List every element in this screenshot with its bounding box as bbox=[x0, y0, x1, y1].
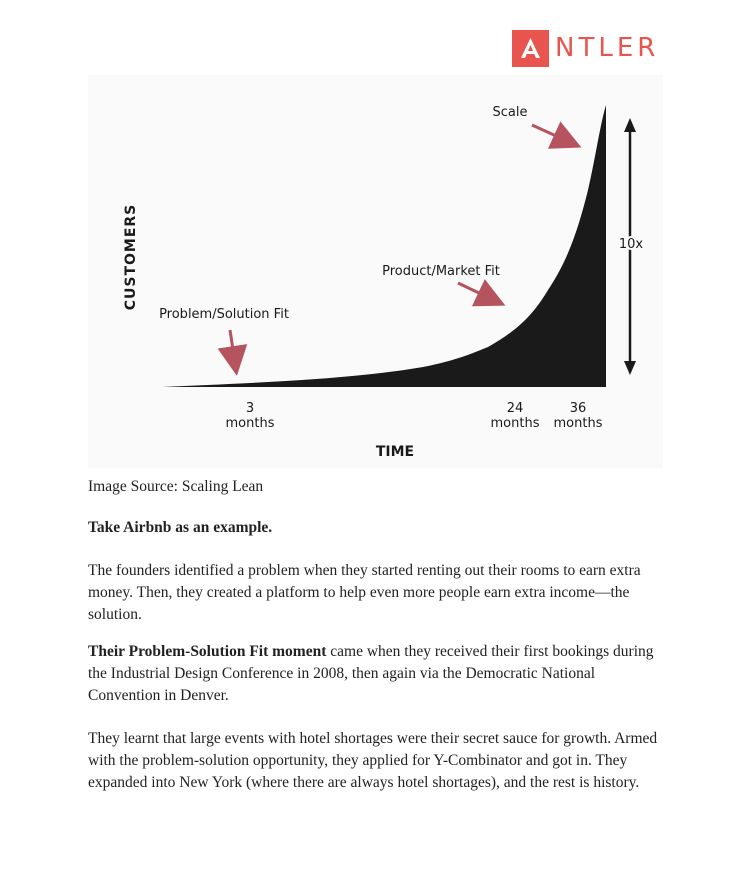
paragraph-1: The founders identified a problem when they started renting out their rooms to earn extra money. Then, they created a platform to help even more people earn extra income—the solution. bbox=[88, 562, 641, 623]
logo-mark bbox=[512, 30, 549, 67]
ten-x-arrow-top bbox=[624, 118, 636, 132]
tick-24-unit: months bbox=[490, 416, 540, 431]
ten-x-arrow-bottom bbox=[624, 361, 636, 375]
annotation-problem-solution: Problem/Solution Fit bbox=[159, 307, 289, 322]
logo-text: NTLER bbox=[555, 33, 660, 63]
arrow-scale bbox=[532, 125, 576, 145]
logo-a-icon bbox=[512, 30, 549, 67]
tick-3-unit: months bbox=[225, 416, 275, 431]
tick-3-value: 3 bbox=[245, 401, 255, 416]
multiplier-label: 10x bbox=[618, 237, 644, 252]
tick-36-value: 36 bbox=[569, 401, 587, 416]
antler-logo bbox=[512, 30, 659, 67]
paragraph-3: They learnt that large events with hotel shortages were their secret sauce for growth. Armed with the problem-solution opportunity, they applied for Y-Combinator and got in. They expanded into New York (where there are always hotel shortages), and the rest is history. bbox=[88, 730, 658, 791]
paragraph-2-bold: Their Problem-Solution Fit moment bbox=[88, 643, 327, 660]
y-axis-label: CUSTOMERS bbox=[123, 203, 139, 311]
annotation-product-market: Product/Market Fit bbox=[382, 264, 500, 279]
growth-curve bbox=[162, 105, 606, 387]
tick-24-value: 24 bbox=[506, 401, 524, 416]
arrow-problem-solution bbox=[230, 330, 236, 370]
growth-figure bbox=[88, 75, 663, 468]
tick-36-unit: months bbox=[553, 416, 603, 431]
paragraph-2-rest: came when they received their first bookings during the Industrial Design Conference in 2008, then again via the Democratic National Convention in Denver. bbox=[88, 643, 654, 704]
section-heading: Take Airbnb as an example. bbox=[88, 519, 273, 536]
arrow-product-market bbox=[458, 283, 500, 303]
paragraph-2 bbox=[88, 641, 668, 707]
document-body bbox=[88, 476, 668, 791]
x-axis-label: TIME bbox=[375, 444, 415, 460]
image-caption: Image Source: Scaling Lean bbox=[88, 478, 264, 495]
annotation-scale: Scale bbox=[492, 105, 528, 120]
